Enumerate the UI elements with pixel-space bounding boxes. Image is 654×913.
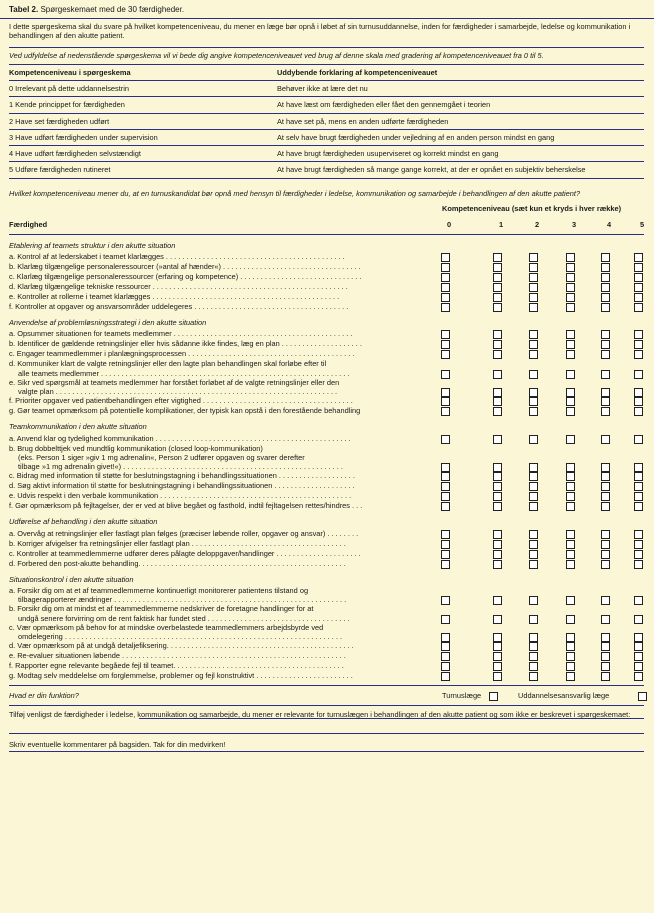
level-3-checkbox[interactable] [566,273,575,282]
level-2-checkbox[interactable] [529,672,538,681]
add-skills-text: Tilføj venligst de færdigheder i ledelse, kommunikation og samarbejde, du mener er relevante for turnuslægen i behandlingen af den akutte patient og som ikke er beskrevet i spørgeskemaet: [9,710,631,720]
level-2-checkbox[interactable] [529,340,538,349]
level-4-checkbox[interactable] [601,482,610,491]
divider [9,234,644,235]
skill-text: b. Korriger afvigelser fra retningslinjer eller fastlagt plan . . . . . . . . . . . . . . . . . . . . . . . . . . . . . . . . . . . . . . [9,538,346,548]
function-option-resident-label: Turnuslæge [442,691,482,701]
level-4-checkbox[interactable] [601,662,610,671]
skill-text: a. Kontrol af at lederskabet i teamet klarlægges . . . . . . . . . . . . . . . . . . . . . . . . . . . . . . . . . . . . . . . . . . . . [9,252,345,261]
level-2-checkbox[interactable] [529,293,538,302]
level-3-checkbox[interactable] [566,550,575,559]
level-2-checkbox[interactable] [529,652,538,661]
skill-row [9,292,644,302]
scale-level-1: 1 [498,219,504,229]
level-3-checkbox[interactable] [566,303,575,312]
level-5-checkbox[interactable] [634,540,643,549]
skill-row [9,529,644,539]
level-1-checkbox[interactable] [493,397,502,406]
skill-text: a. Anvend klar og tydelighed kommunikation . . . . . . . . . . . . . . . . . . . . . . . . . . . . . . . . . . . . . . . . . . . . . . . . [9,433,351,443]
level-0-checkbox[interactable] [441,492,450,501]
level-1-checkbox[interactable] [493,330,502,339]
level-0-checkbox[interactable] [441,435,450,444]
level-1-checkbox[interactable] [493,340,502,349]
level-5-checkbox[interactable] [634,253,643,262]
bottom-rule [9,749,644,752]
level-4-checkbox[interactable] [601,492,610,501]
skill-section [9,422,644,511]
level-4-checkbox[interactable] [601,293,610,302]
level-name: 4 Have udført færdigheden selvstændigt [9,146,277,162]
level-0-checkbox[interactable] [441,253,450,262]
skill-row [9,396,644,406]
level-5-checkbox[interactable] [634,530,643,539]
level-5-checkbox[interactable] [634,293,643,302]
levels-row [9,146,644,162]
level-3-checkbox[interactable] [566,263,575,272]
level-name: 5 Udføre færdigheden rutineret [9,162,277,178]
level-1-checkbox[interactable] [493,407,502,416]
level-4-checkbox[interactable] [601,652,610,661]
level-3-checkbox[interactable] [566,642,575,651]
level-4-checkbox[interactable] [601,283,610,292]
level-1-checkbox[interactable] [493,435,502,444]
level-0-checkbox[interactable] [441,472,450,481]
scale-level-3: 3 [571,219,577,229]
scale-header [9,204,644,232]
skill-text: f. Kontroller at opgaver og ansvarsområder uddelegeres . . . . . . . . . . . . . . . . . . . . . . . . . . . . . . . . . . . . . . [9,302,349,311]
scale-note: Ved udfyldelse af nedenstående spørgeskema vil vi bede dig angive kompetenceniveauet ved brug af denne skala med gradering af kompetenceniveauet fra 0 til 5. [9,50,544,60]
table-caption: Spørgeskemaet med de 30 færdigheder. [40,5,185,14]
level-2-checkbox[interactable] [529,273,538,282]
level-0-checkbox[interactable] [441,540,450,549]
skill-row [9,491,644,501]
scale-level-4: 4 [606,219,612,229]
skill-row [9,359,644,378]
level-0-checkbox[interactable] [441,330,450,339]
level-5-checkbox[interactable] [634,492,643,501]
level-2-checkbox[interactable] [529,472,538,481]
level-1-checkbox[interactable] [493,540,502,549]
skill-row [9,481,644,491]
level-4-checkbox[interactable] [601,273,610,282]
level-explanation: Behøver ikke at lære det nu [277,81,644,97]
section-title: Etablering af teamets struktur i den akutte situation [9,240,176,250]
level-4-checkbox[interactable] [601,550,610,559]
level-explanation: At have brugt færdigheden usuperviseret og korrekt mindst en gang [277,146,644,162]
level-4-checkbox[interactable] [601,397,610,406]
function-row [9,691,644,705]
function-resident-checkbox[interactable] [489,692,498,701]
skill-text: omdelegering . . . . . . . . . . . . . . . . . . . . . . . . . . . . . . . . . . . . . . . . . . . . . . . . . . . . . . . . . . . . . . . . . . . . [18,632,343,641]
level-2-checkbox[interactable] [529,502,538,511]
level-0-checkbox[interactable] [441,482,450,491]
level-5-checkbox[interactable] [634,642,643,651]
skill-text: c. Engager teammedlemmer i planlægningsprocessen . . . . . . . . . . . . . . . . . . . . . . . . . . . . . . . . . . . . . . . . . [9,349,355,359]
level-name: 3 Have udført færdigheden under supervision [9,129,277,145]
level-4-checkbox[interactable] [601,642,610,651]
levels-row [9,162,644,178]
level-5-checkbox[interactable] [634,330,643,339]
skill-text: valgte plan . . . . . . . . . . . . . . . . . . . . . . . . . . . . . . . . . . . . . . . . . . . . . . . . . . . . . . . . . . . . . . . . . . . . . [18,387,338,396]
levels-header-explanation: Uddybende forklaring af kompetenceniveauet [277,64,644,80]
skill-text: b. Klarlæg tilgængelige personaleressourcer (»antal af hænder«) . . . . . . . . . . . . . . . . . . . . . . . . . . . . . . . . . . [9,262,361,271]
level-4-checkbox[interactable] [601,263,610,272]
skill-row [9,641,644,651]
level-4-checkbox[interactable] [601,472,610,481]
level-4-checkbox[interactable] [601,435,610,444]
level-1-checkbox[interactable] [493,642,502,651]
skill-row [9,586,644,605]
level-5-checkbox[interactable] [634,482,643,491]
level-1-checkbox[interactable] [493,560,502,569]
level-0-checkbox[interactable] [441,642,450,651]
level-2-checkbox[interactable] [529,642,538,651]
intro-text: I dette spørgeskema skal du svare på hvilket kompetenceniveau, du mener en læge bør opnå i løbet af sin turnusuddannelse, inden for færdigheder i samarbejde, ledelse og kommunikation i behandlingen af den akutte patient. [9,22,631,41]
level-5-checkbox[interactable] [634,662,643,671]
divider [9,705,644,706]
skill-row [9,272,644,282]
level-5-checkbox[interactable] [634,672,643,681]
function-option-educator [518,691,609,700]
level-3-checkbox[interactable] [566,482,575,491]
skill-text: d. Vær opmærksom på at undgå detaljefiksering. . . . . . . . . . . . . . . . . . . . . . . . . . . . . . . . . . . . . . . . . . . . . . [9,641,354,651]
skill-text: c. Kontroller at teammedlemmerne udfører deres pålagte deloppgaver/handlinger . . . . . . . . . . . . . . . . . . . . . [9,548,361,558]
skill-text: f. Rapporter egne relevante begåede fejl til teamet. . . . . . . . . . . . . . . . . . . . . . . . . . . . . . . . . . . . . . . . . . [9,661,344,671]
level-3-checkbox[interactable] [566,293,575,302]
level-4-checkbox[interactable] [601,540,610,549]
scale-level-5: 5 [639,219,645,229]
skill-section [9,318,644,416]
skill-row [9,349,644,359]
level-2-checkbox[interactable] [529,482,538,491]
level-3-checkbox[interactable] [566,560,575,569]
skill-row [9,302,644,312]
skill-row [9,262,644,272]
level-4-checkbox[interactable] [601,407,610,416]
levels-table [9,64,644,179]
skill-row [9,406,644,416]
level-2-checkbox[interactable] [529,303,538,312]
level-1-checkbox[interactable] [493,652,502,661]
level-1-checkbox[interactable] [493,303,502,312]
skill-text: d. Klarlæg tilgængelige tekniske ressourcer . . . . . . . . . . . . . . . . . . . . . . . . . . . . . . . . . . . . . . . . . . . . . . . . [9,282,348,291]
level-5-checkbox[interactable] [634,560,643,569]
skill-row [9,651,644,661]
level-4-checkbox[interactable] [601,672,610,681]
level-2-checkbox[interactable] [529,550,538,559]
level-0-checkbox[interactable] [441,662,450,671]
level-3-checkbox[interactable] [566,407,575,416]
level-2-checkbox[interactable] [529,350,538,359]
level-3-checkbox[interactable] [566,662,575,671]
level-0-checkbox[interactable] [441,350,450,359]
level-4-checkbox[interactable] [601,530,610,539]
function-option-resident [442,691,481,700]
level-2-checkbox[interactable] [529,492,538,501]
skill-text: d. Søg aktivt information til støtte for beslutningstagning i behandlingssituationen . . . . . . . . . . . . . . . . . . . . [9,481,355,491]
level-1-checkbox[interactable] [493,350,502,359]
function-question: Hvad er din funktion? [9,691,79,701]
level-0-checkbox[interactable] [441,303,450,312]
level-0-checkbox[interactable] [441,263,450,272]
skill-text: e. Udvis respekt i den verbale kommunikation . . . . . . . . . . . . . . . . . . . . . . . . . . . . . . . . . . . . . . . . . . . . . . . [9,491,352,501]
level-3-checkbox[interactable] [566,283,575,292]
skill-text: e. Kontroller at rollerne i teamet klarlægges . . . . . . . . . . . . . . . . . . . . . . . . . . . . . . . . . . . . . . . . . . . . . . [9,292,340,301]
skill-row [9,501,644,511]
skill-row [9,604,644,623]
table-label: Tabel 2. [9,5,39,14]
level-3-checkbox[interactable] [566,350,575,359]
level-2-checkbox[interactable] [529,530,538,539]
level-explanation: At have brugt færdigheden så mange gange korrekt, at der er opnået en subjektiv beherskelse [277,162,644,178]
skill-row [9,661,644,671]
skill-section [9,241,644,312]
skill-row [9,378,644,397]
level-3-checkbox[interactable] [566,492,575,501]
level-1-checkbox[interactable] [493,482,502,491]
level-3-checkbox[interactable] [566,502,575,511]
level-2-checkbox[interactable] [529,435,538,444]
level-explanation: At selv have brugt færdigheden under vejledning af en anden person mindst en gang [277,129,644,145]
level-4-checkbox[interactable] [601,340,610,349]
level-5-checkbox[interactable] [634,273,643,282]
level-5-checkbox[interactable] [634,407,643,416]
level-2-checkbox[interactable] [529,407,538,416]
skill-text: b. Identificer de gældende retningslinjer eller hvis sådanne ikke findes, læg en plan . . . . . . . . . . . . . . . . . . . . [9,339,362,349]
add-skills-input-line-2[interactable] [9,719,644,734]
level-0-checkbox[interactable] [441,283,450,292]
skill-text: tilbage »1 mg adrenalin givet!«) . . . . . . . . . . . . . . . . . . . . . . . . . . . . . . . . . . . . . . . . . . . . . . . . . . . . . . [18,462,343,471]
level-3-checkbox[interactable] [566,253,575,262]
skill-text: g. Gør teamet opmærksom på potentielle komplikationer, der typisk kan opstå i den forestående behandling [9,406,361,416]
skill-row [9,252,644,262]
level-5-checkbox[interactable] [634,502,643,511]
skill-row [9,329,644,339]
skill-row [9,559,644,569]
level-name: 2 Have set færdigheden udført [9,113,277,129]
level-0-checkbox[interactable] [441,560,450,569]
level-1-checkbox[interactable] [493,253,502,262]
level-1-checkbox[interactable] [493,472,502,481]
level-explanation: At have set på, mens en anden udførte færdigheden [277,113,644,129]
level-2-checkbox[interactable] [529,263,538,272]
closing-text: Skriv eventuelle kommentarer på bagsiden. Tak for din medvirken! [9,739,226,749]
level-0-checkbox[interactable] [441,407,450,416]
skill-text: c. Bidrag med information til støtte for beslutningstagning i behandlingssituationen . . . . . . . . . . . . . . . . . . . [9,471,355,481]
scale-level-0: 0 [446,219,452,229]
skill-row [9,549,644,559]
skill-section [9,517,644,568]
table-title [9,5,184,15]
level-2-checkbox[interactable] [529,397,538,406]
level-3-checkbox[interactable] [566,540,575,549]
level-2-checkbox[interactable] [529,330,538,339]
skill-row [9,471,644,481]
level-name: 0 Irrelevant på dette uddannelsestrin [9,81,277,97]
level-0-checkbox[interactable] [441,502,450,511]
level-5-checkbox[interactable] [634,472,643,481]
level-0-checkbox[interactable] [441,672,450,681]
section-title: Teamkommunikation i den akutte situation [9,422,147,432]
level-name: 1 Kende princippet for færdigheden [9,97,277,113]
skill-row [9,539,644,549]
main-question: Hvilket kompetenceniveau mener du, at en turnuskandidat bør opnå med hensyn til færdigheder i ledelse, kommunikation og samarbejde i behandlingen af den akutte patient? [9,188,581,198]
function-option-educator-label: Uddannelsesansvarlig læge [518,691,610,701]
levels-row [9,113,644,129]
skill-row [9,339,644,349]
level-5-checkbox[interactable] [634,263,643,272]
skill-text: undgå senere forvirring om de rent faktisk har fundet sted . . . . . . . . . . . . . . . . . . . . . . . . . . . . . . . . . . . [18,613,350,623]
level-3-checkbox[interactable] [566,330,575,339]
questionnaire-content [9,22,644,752]
section-title: Udførelse af behandling i den akutte situation [9,517,158,527]
level-5-checkbox[interactable] [634,340,643,349]
skill-text: alle teamets medlemmer . . . . . . . . . . . . . . . . . . . . . . . . . . . . . . . . . . . . . . . . . . . . . . . . . . . . . . . . . . . . . [18,368,350,378]
level-3-checkbox[interactable] [566,435,575,444]
skill-text: c. Vær opmærksom på behov for at mindske overbelastede teammedlemmers arbejdsbyrde ved [9,622,324,632]
skill-text: d. Kommuniker klart de valgte retningslinjer eller den lagte plan behandlingen skal forløbe efter til [9,359,327,369]
level-2-checkbox[interactable] [529,560,538,569]
skill-text: a. Forsikr dig om at et af teammedlemmerne kontinuerligt monitorerer patientens tilstand og [9,585,309,595]
skill-text: b. Forsikr dig om at mindst et af teammedlemmerne nedskriver de foretagne handlinger for at [9,604,314,614]
level-4-checkbox[interactable] [601,253,610,262]
skill-text: e. Re-evaluer situationen løbende . . . . . . . . . . . . . . . . . . . . . . . . . . . . . . . . . . . . . . . . . . . . . . . . . . . . . . . [9,651,346,661]
level-explanation: At have læst om færdigheden eller fået den gennemgået i teorien [277,97,644,113]
level-3-checkbox[interactable] [566,397,575,406]
level-2-checkbox[interactable] [529,662,538,671]
level-0-checkbox[interactable] [441,652,450,661]
level-3-checkbox[interactable] [566,530,575,539]
skill-text: c. Klarlæg tilgængelige personaleressourcer (erfaring og kompetence) . . . . . . . . . . . . . . . . . . . . . . . . . . . . . . [9,272,362,281]
level-5-checkbox[interactable] [634,652,643,661]
skill-section [9,575,644,682]
level-1-checkbox[interactable] [493,662,502,671]
skill-text: f. Gør opmærksom på fejltagelser, der er ved at blive begået og fasthold, indtil fejltagelsen rettes/hindres . . . [9,501,363,511]
level-0-checkbox[interactable] [441,397,450,406]
level-4-checkbox[interactable] [601,303,610,312]
level-0-checkbox[interactable] [441,293,450,302]
level-5-checkbox[interactable] [634,350,643,359]
level-0-checkbox[interactable] [441,530,450,539]
level-2-checkbox[interactable] [529,253,538,262]
level-1-checkbox[interactable] [493,530,502,539]
levels-row [9,81,644,97]
divider [9,47,644,48]
skill-text: e. Sikr ved spørgsmål at teamets medlemmer har forstået forløbet af de valgte retningslinjer eller den [9,377,340,387]
skill-text: f. Prioriter opgaver ved patientbehandlingen efter vigtighed . . . . . . . . . . . . . . . . . . . . . . . . . . . . . . . . . . . . . [9,396,353,406]
level-4-checkbox[interactable] [601,560,610,569]
level-5-checkbox[interactable] [634,550,643,559]
skill-text: g. Modtag selv meddelelse om forglemmelse, problemer og fejl konstruktivt . . . . . . . . . . . . . . . . . . . . . . . . [9,671,353,681]
skill-text: d. Forbered den post-akutte behandling. . . . . . . . . . . . . . . . . . . . . . . . . . . . . . . . . . . . . . . . . . . . . . . . . . . [9,558,346,568]
level-0-checkbox[interactable] [441,340,450,349]
skill-row [9,623,644,642]
skill-text: (eks. Person 1 siger »giv 1 mg adrenalin«, Person 2 udfører opgaven og svarer derefter [18,452,305,462]
skill-text: tilbagerapporterer ændringer . . . . . . . . . . . . . . . . . . . . . . . . . . . . . . . . . . . . . . . . . . . . . . . . . . . . . . . . . [18,595,347,604]
level-3-checkbox[interactable] [566,652,575,661]
divider [9,685,644,686]
levels-row [9,129,644,145]
skill-row [9,671,644,681]
table-title-bar [0,0,654,19]
section-title: Anvendelse af problemløsningsstrategi i den akutte situation [9,318,207,327]
level-3-checkbox[interactable] [566,340,575,349]
level-5-checkbox[interactable] [634,397,643,406]
level-1-checkbox[interactable] [493,293,502,302]
skill-row [9,434,644,444]
level-1-checkbox[interactable] [493,263,502,272]
level-1-checkbox[interactable] [493,550,502,559]
level-2-checkbox[interactable] [529,283,538,292]
level-4-checkbox[interactable] [601,330,610,339]
level-1-checkbox[interactable] [493,502,502,511]
level-2-checkbox[interactable] [529,540,538,549]
level-5-checkbox[interactable] [634,303,643,312]
level-1-checkbox[interactable] [493,492,502,501]
level-3-checkbox[interactable] [566,672,575,681]
level-0-checkbox[interactable] [441,273,450,282]
skill-text: b. Brug dobbelttjek ved mundtlig kommunikation (closed loop-kommunikation) [9,443,263,453]
skill-row [9,444,644,472]
level-5-checkbox[interactable] [634,435,643,444]
level-5-checkbox[interactable] [634,283,643,292]
levels-header-level: Kompetenceniveau i spørgeskema [9,64,277,80]
level-0-checkbox[interactable] [441,550,450,559]
level-3-checkbox[interactable] [566,472,575,481]
level-1-checkbox[interactable] [493,273,502,282]
skill-text: a. Opsummer situationen for teamets medlemmer . . . . . . . . . . . . . . . . . . . . . . . . . . . . . . . . . . . . . . . . . . . . [9,329,353,339]
skill-column-header: Færdighed [9,219,48,229]
level-4-checkbox[interactable] [601,502,610,511]
scale-level-2: 2 [534,219,540,229]
section-title: Situationskontrol i den akutte situation [9,574,134,584]
levels-row [9,97,644,113]
level-4-checkbox[interactable] [601,350,610,359]
skill-row [9,282,644,292]
function-educator-checkbox[interactable] [638,692,647,701]
scale-title: Kompetenceniveau (sæt kun et kryds i hver række) [442,203,622,213]
level-1-checkbox[interactable] [493,672,502,681]
level-1-checkbox[interactable] [493,283,502,292]
skill-text: a. Overvåg at retningslinjer eller fastlagt plan følges (præciser løbende roller, opgaver og ansvar) . . . . . . . . [9,528,359,538]
